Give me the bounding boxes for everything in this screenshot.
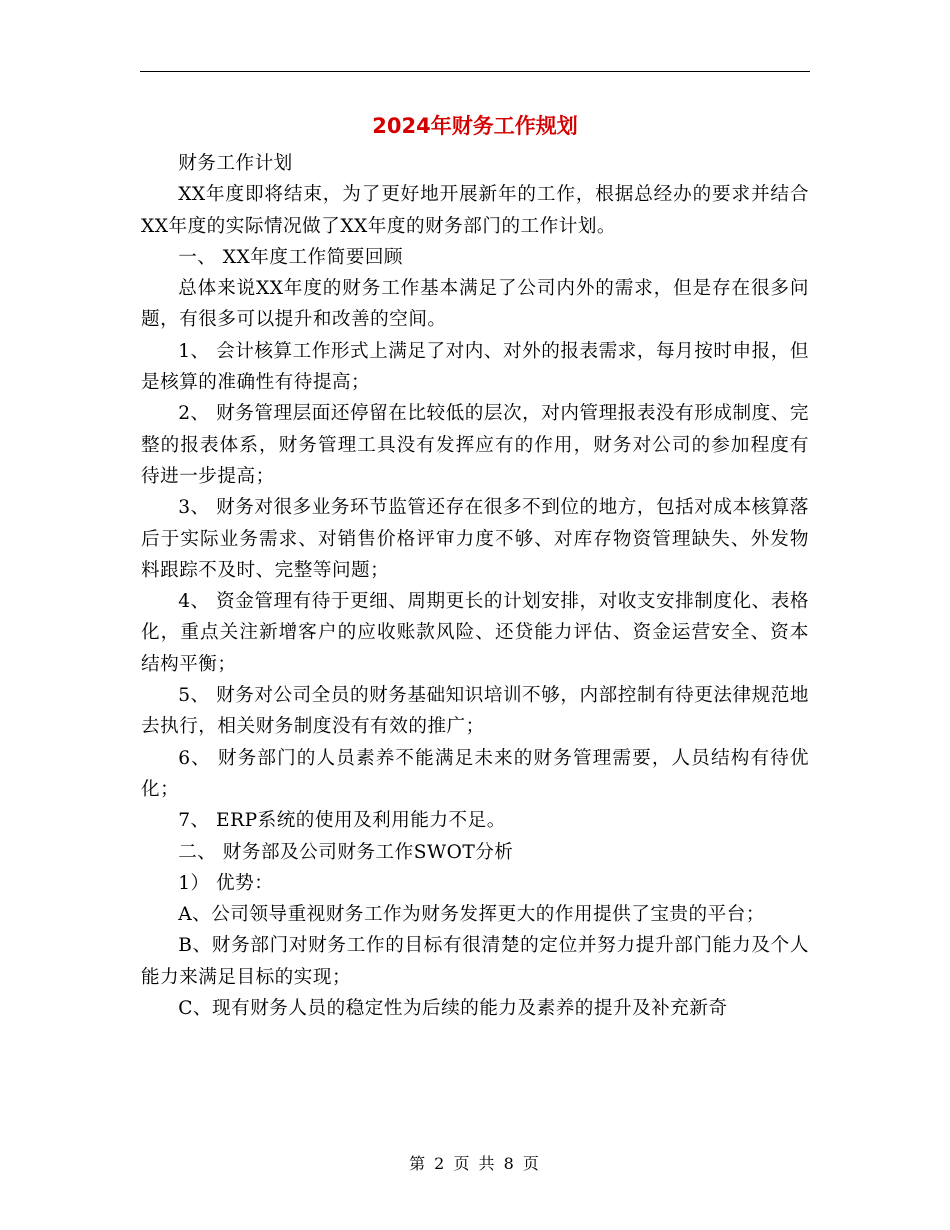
list-item: 3、 财务对很多业务环节监管还存在很多不到位的地方，包括对成本核算落后于实际业务需求、对销售价格评审力度不够、对库存物资管理缺失、外发物料跟踪不及时、完整等问题； <box>141 497 809 581</box>
section-label: 财务工作计划 <box>178 153 293 174</box>
header-rule <box>140 71 810 72</box>
summary-paragraph: 总体来说XX年度的财务工作基本满足了公司内外的需求，但是存在很多问题，有很多可以提升和改善的空间。 <box>141 278 809 331</box>
list-item: B、财务部门对财务工作的目标有很清楚的定位并努力提升部门能力及个人能力来满足目标的实现； <box>141 935 809 988</box>
list-item: 1、 会计核算工作形式上满足了对内、对外的报表需求，每月按时申报，但是核算的准确性有待提高； <box>141 340 809 394</box>
list-item: C、现有财务人员的稳定性为后续的能力及素养的提升及补充新奇 <box>178 998 728 1020</box>
section-heading: 二、 财务部及公司财务工作SWOT分析 <box>178 841 514 863</box>
page-number: 第 2 页 共 8 页 <box>409 1154 541 1173</box>
subsection-heading: 1） 优势： <box>178 872 274 894</box>
list-item: 4、 资金管理有待于更细、周期更长的计划安排，对收支安排制度化、表格化，重点关注新增客户的应收账款风险、还贷能力评估、资金运营安全、资本结构平衡； <box>141 591 809 675</box>
document-body <box>141 148 809 1024</box>
section-heading: 一、 XX年度工作简要回顾 <box>178 246 404 268</box>
intro-paragraph: XX年度即将结束，为了更好地开展新年的工作，根据总经办的要求并结合XX年度的实际情况做了XX年度的财务部门的工作计划。 <box>141 184 809 237</box>
list-item: 6、 财务部门的人员素养不能满足未来的财务管理需要，人员结构有待优化； <box>141 747 809 800</box>
list-item: 2、 财务管理层面还停留在比较低的层次，对内管理报表没有形成制度、完整的报表体系，财务管理工具没有发挥应有的作用，财务对公司的参加程度有待进一步提高； <box>141 403 809 487</box>
list-item: 7、 ERP系统的使用及利用能力不足。 <box>178 810 506 832</box>
list-item: 5、 财务对公司全员的财务基础知识培训不够，内部控制有待更法律规范地去执行，相关财务制度没有有效的推广； <box>141 685 809 738</box>
document-title: 2024年财务工作规划 <box>372 114 578 138</box>
list-item: A、公司领导重视财务工作为财务发挥更大的作用提供了宝贵的平台； <box>178 904 765 926</box>
